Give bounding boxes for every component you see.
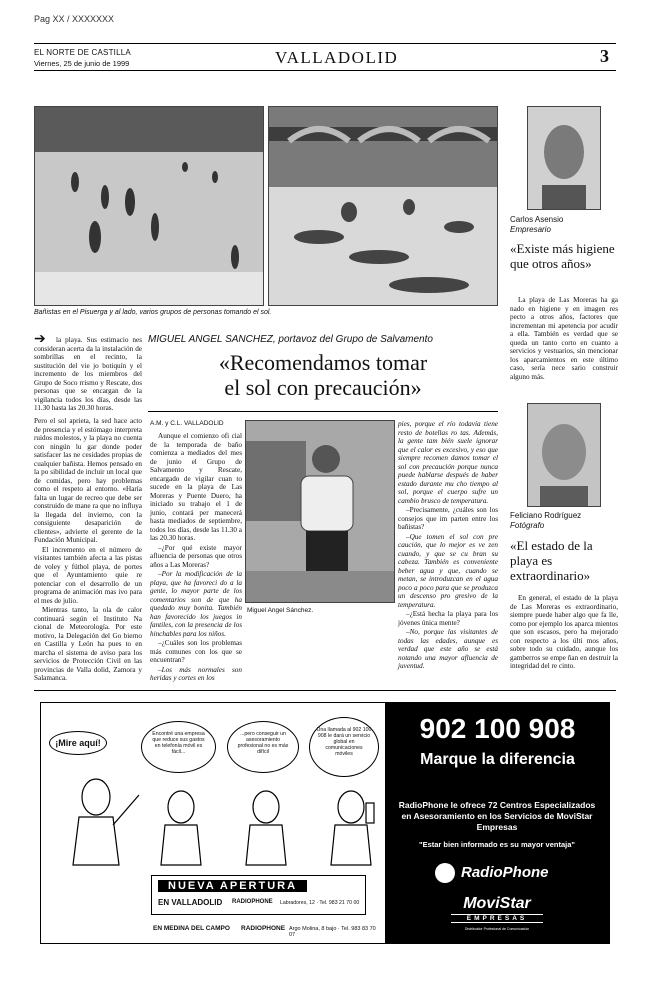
col1-paragraph: Mientras tanto, la ola de calor continuará según el Instituto Na cional de Meteorología. Por este motivo, la Delegación del Go bierno en Castilla y León ha pues to en marcha el sistema de aviso para los servicios de Protección Civil en las provincias de Valla dolid, Zamora y Salamanca.	[34, 606, 142, 682]
col2-question: –¿Cuáles son los problemas más comunes con los que se encuentran?	[150, 639, 242, 664]
photo-caption: Bañistas en el Pisuerga y al lado, varios grupos de personas tomando el sol.	[34, 309, 272, 316]
movistar-small: Distribuidor Profesional de Comunicación	[464, 927, 530, 931]
speech-bubble: Una llamada al 902 100 908 le dará un servicio global en comunicaciones móviles	[309, 717, 379, 777]
sunbathers-bridge-photo	[268, 106, 498, 306]
arrow-icon: ➔	[34, 332, 46, 347]
headline	[148, 350, 498, 400]
store1-name: RADIOPHONE	[232, 899, 273, 905]
miguel-angel-photo	[245, 420, 395, 603]
ad-brand: RadioPhone	[461, 864, 549, 881]
col2-question: –¿Por qué existe mayor afluencia de personas que otros años a Las Moreras?	[150, 543, 242, 569]
ad-tagline: Marque la diferencia	[420, 751, 575, 768]
cartoon-figures	[61, 775, 381, 867]
movistar-sub: EMPRESAS	[451, 914, 543, 923]
store2-name: RADIOPHONE	[241, 925, 286, 932]
person2-role: Fotógrafo	[510, 521, 545, 530]
person2-name: Feliciano Rodríguez	[510, 511, 582, 520]
byline: A.M. y C.L. VALLADOLID	[150, 420, 224, 427]
ad-info-panel	[385, 703, 610, 943]
col3-answer: –Que tomen el sol con pre caución, que lo mejor es ve zen cuando, y que se cu bran su cabeza. También es conveniente beber agua y que, cuando se metan, se introduzcan en el agua poco a poco para que se produzca un descenso pro gresivo de la temperatura.	[398, 532, 498, 609]
ad-phone-number[interactable]: 902 100 908	[419, 713, 576, 744]
intro-text: la playa. Sus estimacio nes consideran acerta da la instalación de sombrillas en el recinto, la sustitución del vie jo botiquín y el incremento de los miembros del Grupo de Soco rrismo y Rescate, dos personas que se encargan de la vigilancia todos los días, desde las 11.30 hasta las 20.30 horas.	[34, 336, 142, 412]
kicker	[148, 334, 498, 345]
person1-quote: «Existe más higiene que otros años»	[510, 241, 615, 271]
person1-role: Empresario	[510, 225, 551, 234]
store2-address: Argo Molina, 8 bajo · Tel. 983 83 70 07	[289, 926, 376, 938]
article-column-3	[398, 420, 498, 682]
col3-question: –¿Está hecha la playa para los jóvenes única mente?	[398, 610, 498, 627]
col3-answer: pies, porque el río todavía tiene resto de botellas ro tas. Además, la gente tam bién suele ignorar que el calor es excesivo, y eso que siempre recomen damos tomar el sol con precaución porque nunca puede hablarse después de haber estado durante mu cho tiempo al sol, porque el cuerpo sufre un cambio brusco de temperatura.	[398, 420, 498, 505]
kicker-role: portavoz del Grupo de Salvamento	[275, 334, 433, 345]
headline-line-2: el sol con precaución»	[224, 375, 422, 400]
article-bottom-rule	[34, 690, 616, 691]
radiophone-logo-icon	[435, 863, 455, 883]
headline-rule	[148, 411, 498, 412]
opening-city: EN VALLADOLID	[158, 898, 223, 907]
speech-bubble: Encontré una empresa que reduce sus gastos en telefonía móvil es fácil...	[141, 721, 216, 773]
opening-box	[151, 875, 366, 915]
col1-paragraph: El incremento en el número de visitantes también afecta a las pistas de voley y fútbol playa, de portes que el Ayuntamiento quie re potenciar con el desarrollo de un programa de animación mas ivo para el mes de julio.	[34, 545, 142, 605]
header-top-rule	[34, 43, 616, 44]
col2-paragraph: Aunque el comienzo ofi cial de la temporada de baño comienza a mediados del mes de junio el Grupo de Salvamento y Rescate, encargado de vigilar cuan to sucede en la playa de Las Moreras y Puente Duero, ha iniciado su trabajo el 1 de junio, contará per manecerá hasta mediados de septiembre, todos los días, desde las 11.30 a las 20.30 horas.	[150, 432, 242, 542]
paper-name: EL NORTE DE CASTILLA	[34, 48, 131, 57]
col3-question: –Precisamente, ¿cuáles son los consejos que im parten entre los bañistas?	[398, 506, 498, 531]
speech-bubble: ¡Mire aquí!	[49, 731, 107, 755]
col1-paragraph: Pero el sol aprieta, la sed hace acto de presencia y el estómago interpreta ruidos molestos, y la playa no cuenta con ningún lu gar donde poder satisfacer las ne cesidades propias de cualquier bañista. Hemos pensado en la po sibilidad de incluir un local que de comidas, pero hay problemas como el respeto al entorno. «Haría falta un lugar de recreo que debe ser construido de mane ra que no influya la llegada del invierno, con la consiguiente desaparición de clientes», advierte el gerente de la Fundación Municipal.	[34, 417, 142, 544]
person2-text: En general, el estado de la playa de Las Moreras es extraordinario, siempre puede haber algo que fa lle, como por ejemplo los aparca mientos que son escasos, pero ha mejorado con respecto a los últi mos años, sobre todo su cuidado, aunque los gamberros se empe ñan en destruir la integridad del re cinto.	[510, 594, 618, 670]
speech-bubble: ...pero conseguir un asesoramiento profesional no es más difícil	[227, 721, 299, 773]
ad-cartoon-panel	[41, 703, 381, 943]
person1-name: Carlos Asensio	[510, 215, 564, 224]
opening-title: NUEVA APERTURA	[158, 880, 307, 892]
ad-slogan: "Estar bien informado es su mayor ventaja"	[419, 840, 575, 849]
page-number: 3	[600, 46, 609, 66]
store2-city: EN MEDINA DEL CAMPO	[153, 925, 230, 932]
person2-quote: «El estado de la playa es extraordinario»	[510, 538, 593, 583]
headline-line-1: «Recomendamos tomar	[218, 350, 428, 375]
col2-answer: –Por la modificación de la playa, que ha favoreci do a la gente, lo mayor parte de los comentarios son de que ha quedado muy bonita. También han favorecido los juegos in fantiles, con la presencia de los hinchables para los niños.	[150, 570, 242, 638]
issue-date: Viernes, 25 de junio de 1999	[34, 59, 130, 68]
store1-address: Labradores, 12 · Tel. 983 21 70 00	[280, 900, 360, 906]
movistar-logo: MoviStar	[463, 895, 531, 912]
ad-offer: RadioPhone le ofrece 72 Centros Especializados en Asesoramiento en los Servicios de MoviStar Empresas	[398, 800, 596, 832]
river-bathers-photo	[34, 106, 264, 306]
kicker-name: MIGUEL ANGEL SANCHEZ,	[148, 334, 276, 345]
feliciano-rodriguez-photo	[527, 403, 601, 507]
person1-text: La playa de Las Moreras ha ga nado en higiene y en imagen res pecto a otros años, factores que incrementan mi apetencia por acudir a ella. También es verdad que se queda un tanto corto en cuanto a servicios y vestuarios, sin mencionar los aparcamientos en este último caso, sería nece sario construir alguno más.	[510, 296, 618, 381]
section-title: VALLADOLID	[275, 48, 399, 67]
page-label: Pag XX / XXXXXXX	[34, 14, 115, 24]
carlos-asensio-photo	[527, 106, 601, 210]
col3-answer: –No, porque las visitantes de todas las edades, aunque es verdad que este año se está notando una mayor afluencia de juventud.	[398, 628, 498, 670]
article-column-1	[34, 417, 142, 682]
article-column-2	[150, 432, 242, 684]
radiophone-ad	[40, 702, 610, 944]
interview-photo-caption: Miguel Angel Sánchez.	[247, 607, 314, 614]
header-bottom-rule	[34, 70, 616, 71]
col2-answer: –Los más normales son heridas y cortes en los	[150, 665, 242, 682]
